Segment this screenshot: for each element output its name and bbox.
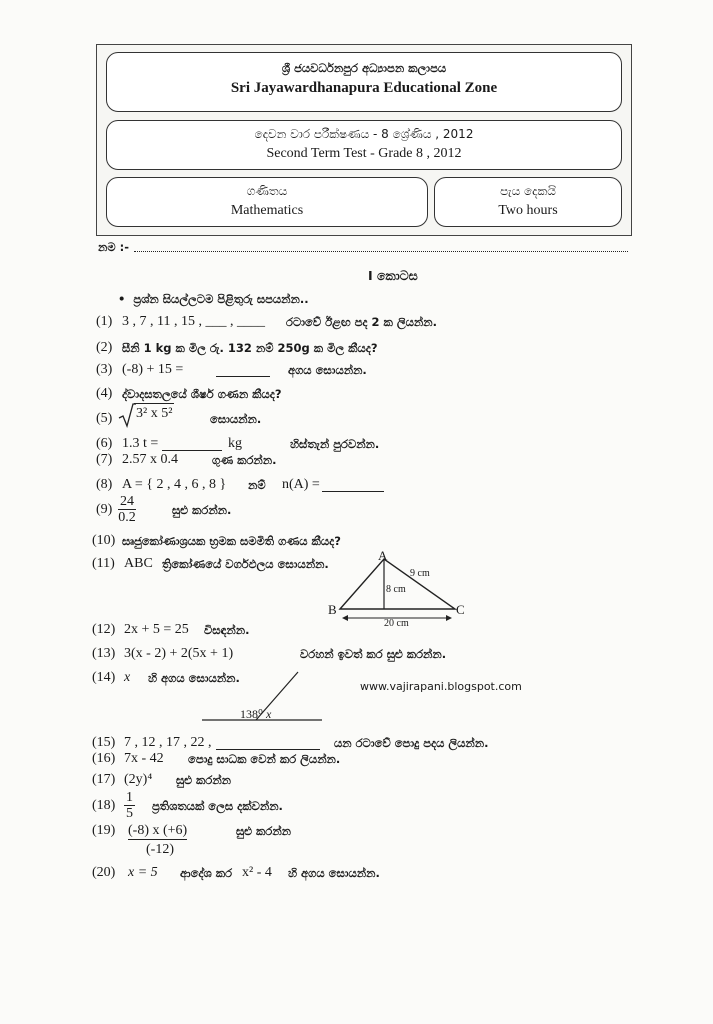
q1-number: (1) <box>96 314 113 329</box>
q9-number: (9) <box>96 502 113 517</box>
q17-number: (17) <box>92 772 116 787</box>
base-label: 20 cm <box>384 618 409 629</box>
q2-number: (2) <box>96 340 113 355</box>
angle-var: x <box>266 707 272 721</box>
base-arrow-left-icon <box>342 615 348 621</box>
q16-math: 7x - 42 <box>124 751 164 766</box>
q18-fraction <box>124 790 135 822</box>
q6-answer-blank[interactable] <box>162 436 222 451</box>
source-url: www.vajirapani.blogspot.com <box>360 680 522 693</box>
subject-en: Mathematics <box>230 203 304 218</box>
q14-math: x <box>124 670 131 685</box>
q20-text2: හි අගය සොයන්න. <box>288 866 380 880</box>
q16-text: පොදු සාධක වෙන් කර ලියන්න. <box>188 752 341 766</box>
q10-text: සෘජුකෝණාශ්‍රයක භ්‍රමක සමමිති ගණය කීයද? <box>122 534 341 548</box>
q20-number: (20) <box>92 865 116 880</box>
base-arrow-right-icon <box>446 615 452 621</box>
q18-number: (18) <box>92 798 116 813</box>
angle-value: 138⁰ <box>240 707 263 721</box>
q15-number: (15) <box>92 735 116 750</box>
q14-text: හි අගය සොයන්න. <box>148 671 240 685</box>
vertex-c: C <box>456 602 465 617</box>
q19-number: (19) <box>92 823 116 838</box>
test-box <box>106 120 622 170</box>
q17-text: සුළු කරන්න <box>176 773 232 787</box>
q13-number: (13) <box>92 646 116 661</box>
time-si: පැය දෙකයි <box>500 184 556 198</box>
test-title-si: දෙවන වාර පරීක්ෂණය - 8 ශ්‍රේණිය , 2012 <box>254 127 474 141</box>
q3-math: (-8) + 15 = <box>122 362 184 377</box>
zone-box <box>106 52 622 112</box>
part-title: I කොටස <box>368 268 418 283</box>
q9-denominator: 0.2 <box>118 510 136 526</box>
q4-number: (4) <box>96 386 113 401</box>
q15-text: යන රටාවේ පොදු පදය ලියන්න. <box>334 736 489 750</box>
q9-numerator: 24 <box>120 494 134 509</box>
subject-box <box>106 177 428 227</box>
q9-text: සුළු කරන්න. <box>172 503 232 517</box>
q8-text: නම් <box>248 478 266 492</box>
instruction <box>118 292 309 307</box>
q4-text: ද්වාදසතලයේ ශීර්ෂ ගණන කීයද? <box>122 387 282 401</box>
q20-text: ආදේශ කර <box>180 866 233 880</box>
q12-math: 2x + 5 = 25 <box>124 622 189 637</box>
q11-math: ABC <box>124 556 153 571</box>
q2-text: සීනි 1 kg ක මිල රු. 132 නම් 250g ක මිල කීයද? <box>122 341 378 355</box>
q1-math: 3 , 7 , 11 , 15 , ___ , ____ <box>122 314 265 329</box>
q15-math: 7 , 12 , 17 , 22 , <box>124 735 212 750</box>
angle-figure <box>200 668 330 724</box>
zone-title-en: Sri Jayawardhanapura Educational Zone <box>230 80 498 96</box>
q8-answer-blank[interactable] <box>322 477 384 492</box>
q5-text: සොයන්න. <box>210 412 262 426</box>
q9-fraction <box>118 494 136 526</box>
q8-number: (8) <box>96 477 113 492</box>
time-box <box>434 177 622 227</box>
q13-text: වරහන් ඉවත් කර සුළු කරන්න. <box>300 647 447 661</box>
q18-text: ප්‍රතිශතයක් ලෙස දක්වන්න. <box>152 799 283 813</box>
q12-number: (12) <box>92 622 116 637</box>
q5-number: (5) <box>96 411 113 426</box>
q5-math: 3² x 5² <box>134 403 174 422</box>
q19-denominator: (-12) <box>146 842 174 857</box>
q7-math: 2.57 x 0.4 <box>122 452 178 467</box>
vertex-a: A <box>378 548 388 563</box>
q18-denominator: 5 <box>126 806 133 822</box>
q20-math: x = 5 <box>128 865 158 880</box>
q15-answer-blank[interactable] <box>216 735 320 750</box>
subject-si: ගණිතය <box>246 184 288 198</box>
q17-math: (2y)⁴ <box>124 772 153 787</box>
q19-text: සුළු කරන්න <box>236 824 292 838</box>
vertex-b: B <box>328 602 337 617</box>
q16-number: (16) <box>92 751 116 766</box>
q12-text: විසඳන්න. <box>204 623 250 637</box>
q14-number: (14) <box>92 670 116 685</box>
q19-numerator: (-8) x (+6) <box>128 823 188 838</box>
q6-text: හිස්තැන් පුරවන්න. <box>290 437 380 451</box>
q11-text: ත්‍රිකෝණයේ වර්ගඵලය සොයන්න. <box>162 557 329 571</box>
hypotenuse-label: 9 cm <box>410 568 430 579</box>
q3-text: අගය සොයන්න. <box>288 363 367 377</box>
q8-math: A = { 2 , 4 , 6 , 8 } <box>122 477 227 492</box>
q3-answer-blank[interactable] <box>216 362 270 377</box>
test-title-en: Second Term Test - Grade 8 , 2012 <box>266 146 462 161</box>
q8-math2: n(A) = <box>282 477 320 492</box>
q18-numerator: 1 <box>126 790 133 805</box>
time-en: Two hours <box>498 203 558 218</box>
q6-unit: kg <box>228 436 242 451</box>
instruction-text: ප්‍රශ්න සියල්ලටම පිළිතුරු සපයන්න.. <box>133 292 309 306</box>
q11-number: (11) <box>92 556 115 571</box>
q6-math: 1.3 t = <box>122 436 159 451</box>
q20-math2: x² - 4 <box>242 865 272 880</box>
q1-text: රටාවේ ඊළඟ පද 2 ක ලියන්න. <box>286 315 437 329</box>
zone-title-si: ශ්‍රී ජයවර්ධනපුර අධ්‍යාපන කලාපය <box>281 61 447 75</box>
q13-math: 3(x - 2) + 2(5x + 1) <box>124 646 234 661</box>
q3-number: (3) <box>96 362 113 377</box>
height-label: 8 cm <box>386 584 406 595</box>
name-label: නම :- <box>98 240 129 254</box>
bullet-icon: • <box>118 292 134 306</box>
q10-number: (10) <box>92 533 116 548</box>
q6-number: (6) <box>96 436 113 451</box>
q7-number: (7) <box>96 452 113 467</box>
q7-text: ගුණ කරන්න. <box>212 453 277 467</box>
name-field[interactable] <box>134 240 628 252</box>
